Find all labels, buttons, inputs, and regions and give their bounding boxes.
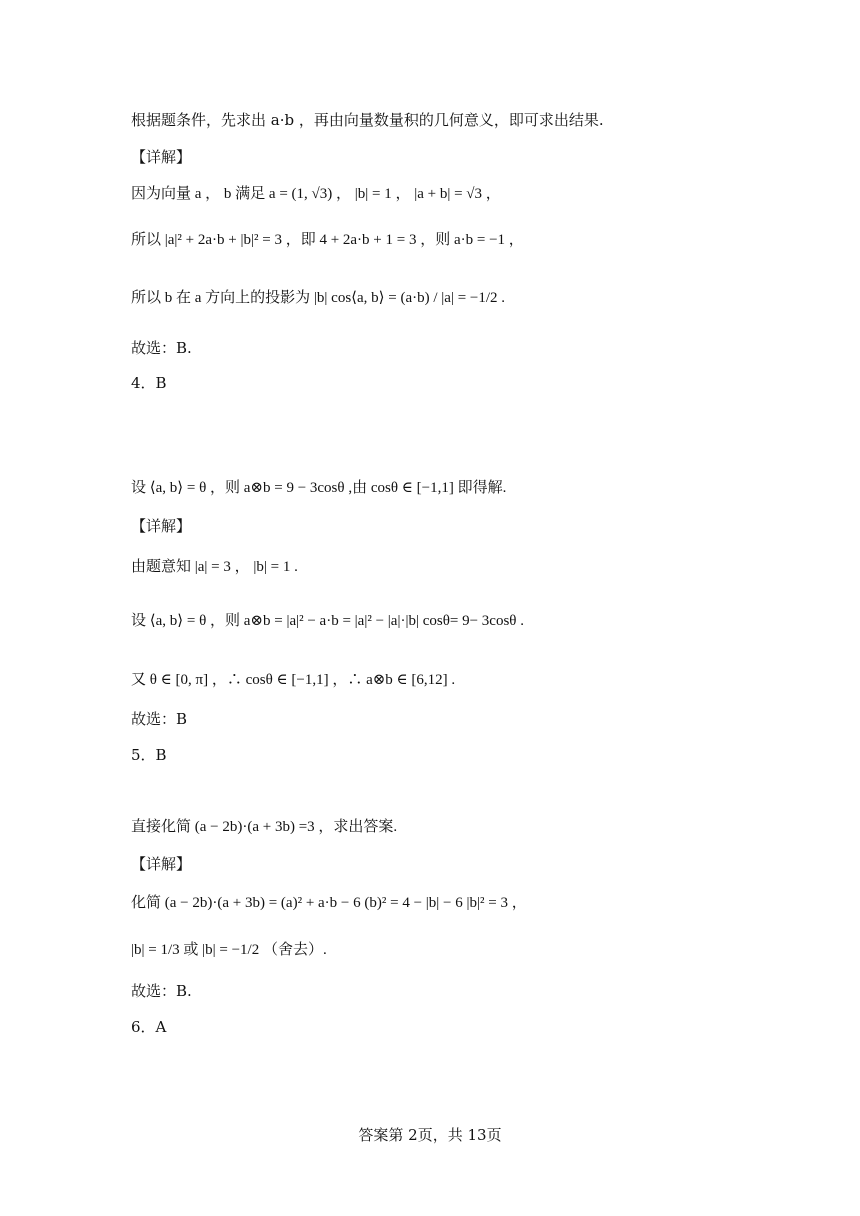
text-line: 因为向量 a ， b 满足 a = (1, √3) ， |b| = 1 ， |a + b| = √3 ， <box>131 186 501 202</box>
text-line: 设 ⟨a, b⟩ = θ ，则 a⊗b = 9 − 3cosθ ,由 cosθ ∈ [−1,1] 即得解. <box>131 480 507 496</box>
text-line: 由题意知 |a| = 3 ， |b| = 1 . <box>131 559 298 575</box>
text-line: 所以 |a|² + 2a·b + |b|² = 3 ，即 4 + 2a·b + 1 = 3 ，则 a·b = −1 ， <box>131 232 524 248</box>
text-line: 设 ⟨a, b⟩ = θ ，则 a⊗b = |a|² − a·b = |a|² − |a|·|b| cosθ= 9− 3cosθ . <box>131 613 524 629</box>
answer-number: 5．B <box>131 746 167 764</box>
text-line: 直接化简 (a − 2b)·(a + 3b) =3 ，求出答案. <box>131 819 398 835</box>
answer-number: 4．B <box>131 374 167 392</box>
page-footer: 答案第 2页，共 13页 <box>358 1126 502 1144</box>
text-line: 根据题条件，先求出 a·b ，再由向量数量积的几何意义，即可求出结果. <box>131 111 604 129</box>
text-line: 故选：B. <box>131 339 192 357</box>
text-line: 又 θ ∈ [0, π] ，∴ cosθ ∈ [−1,1] ，∴ a⊗b ∈ [6,12] . <box>131 672 456 688</box>
section-heading: 【详解】 <box>131 855 192 873</box>
text-line: 故选：B <box>131 710 188 728</box>
section-heading: 【详解】 <box>131 517 192 535</box>
text-line: 化简 (a − 2b)·(a + 3b) = (a)² + a·b − 6 (b)² = 4 − |b| − 6 |b|² = 3 ， <box>131 895 527 911</box>
answer-number: 6．A <box>131 1018 167 1036</box>
section-heading: 【详解】 <box>131 148 192 166</box>
text-line: |b| = 1/3 或 |b| = −1/2 （舍去）. <box>131 942 327 958</box>
text-line: 所以 b 在 a 方向上的投影为 |b| cos⟨a, b⟩ = (a·b) / |a| = −1/2 . <box>131 290 506 306</box>
text-line: 故选：B. <box>131 982 192 1000</box>
